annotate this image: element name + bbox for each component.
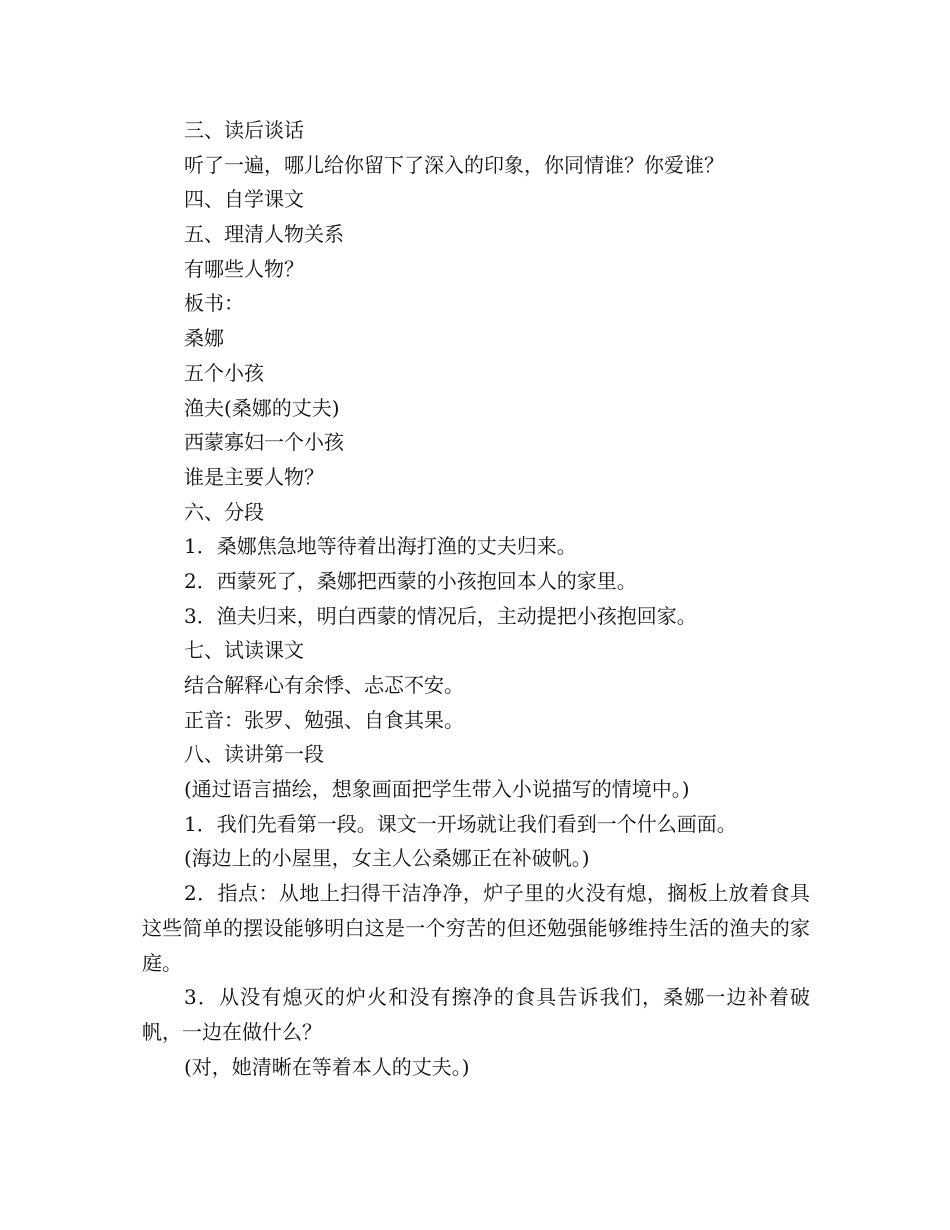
list-item: 1．我们先看第一段。课文一开场就让我们看到一个什么画面。	[184, 811, 737, 836]
heading-section-6: 六、分段	[184, 499, 264, 524]
text-line: 五个小孩	[184, 360, 264, 385]
text-line: (海边上的小屋里，女主人公桑娜正在补破帆。)	[184, 846, 590, 871]
text-line: 有哪些人物？	[184, 256, 304, 281]
text-line: 渔夫(桑娜的丈夫)	[184, 395, 340, 420]
text-line: 正音：张罗、勉强、自食其果。	[184, 707, 464, 732]
text-line: 谁是主要人物？	[184, 464, 324, 489]
text-line: 结合解释心有余悸、忐忑不安。	[184, 673, 464, 697]
list-item: 2．西蒙死了，桑娜把西蒙的小孩抱回本人的家里。	[184, 568, 637, 593]
paragraph: 3．从没有熄灭的炉火和没有擦净的食具告诉我们，桑娜一边补着破帆，一边在做什么？	[142, 985, 810, 1044]
text-line: 桑娜	[184, 326, 224, 351]
heading-section-4: 四、自学课文	[184, 187, 304, 212]
paragraph: 2．指点：从地上扫得干洁净净，炉子里的火没有熄，搁板上放着食具这些简单的摆设能够明白这是一个穷苦的但还勉强能够维持生活的渔夫的家庭。	[142, 881, 810, 975]
heading-section-8: 八、读讲第一段	[184, 742, 324, 767]
heading-section-7: 七、试读课文	[184, 638, 304, 663]
text-line: 听了一遍，哪儿给你留下了深入的印象，你同情谁？你爱谁？	[184, 152, 724, 177]
text-line: (通过语言描绘，想象画面把学生带入小说描写的情境中。)	[184, 777, 690, 802]
document-body	[142, 113, 810, 1084]
heading-section-3: 三、读后谈话	[184, 118, 304, 142]
list-item: 3．渔夫归来，明白西蒙的情况后，主动提把小孩抱回家。	[184, 603, 697, 628]
heading-section-5: 五、理清人物关系	[184, 222, 344, 247]
text-line: (对，她清晰在等着本人的丈夫。)	[184, 1054, 470, 1079]
text-line: 板书：	[184, 291, 244, 316]
list-item: 1．桑娜焦急地等待着出海打渔的丈夫归来。	[184, 534, 577, 559]
text-line: 西蒙寡妇一个小孩	[184, 430, 344, 455]
